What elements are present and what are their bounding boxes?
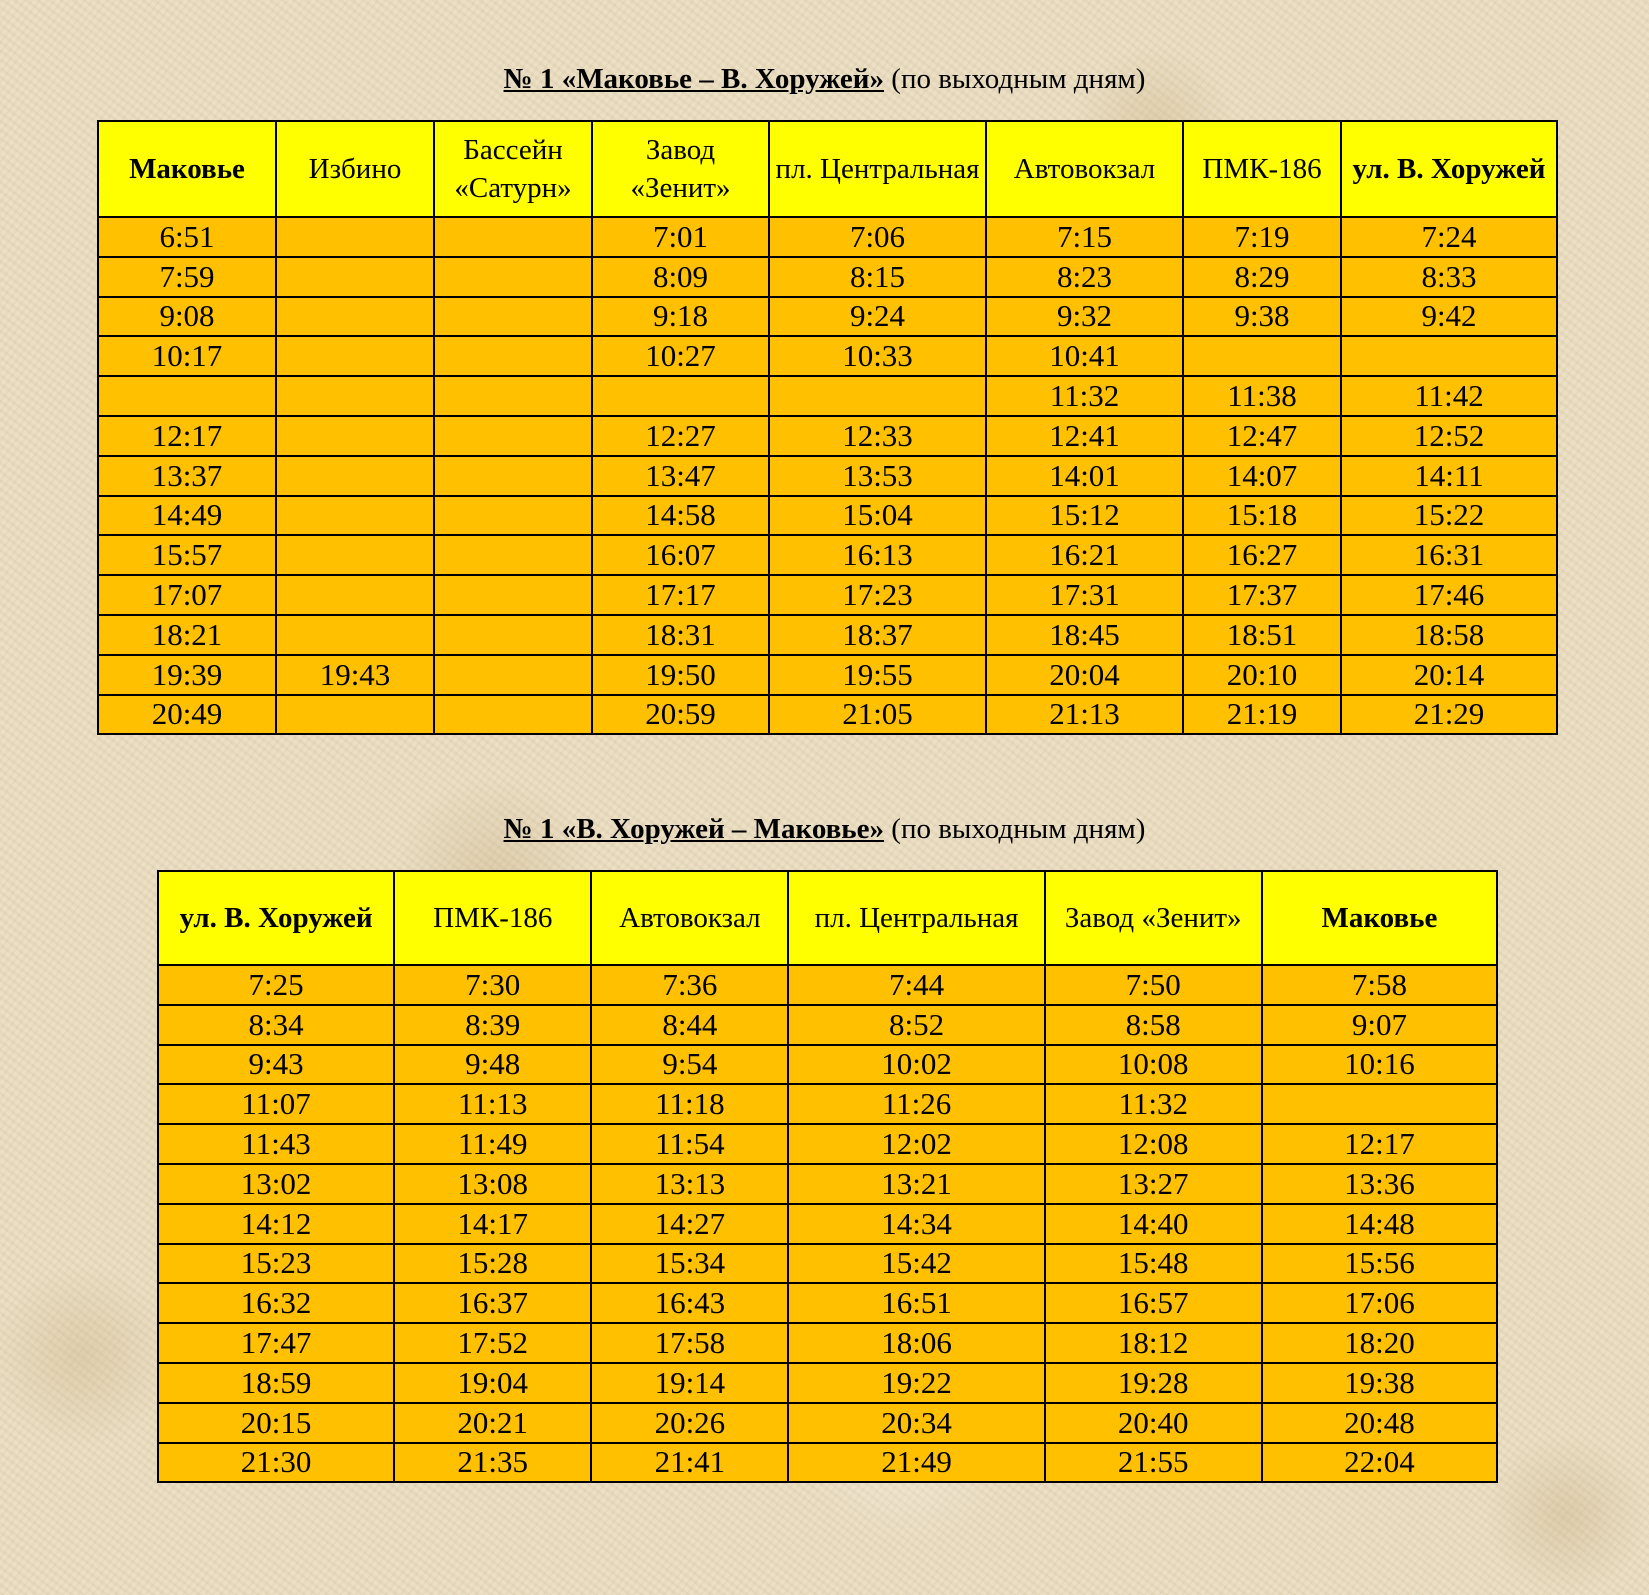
time-cell: 16:13 — [769, 535, 986, 575]
table-row — [98, 615, 1557, 655]
schedule2-title-main: № 1 «В. Хоружей – Маковье» — [503, 813, 885, 845]
time-cell — [434, 535, 592, 575]
time-cell: 15:56 — [1262, 1244, 1497, 1284]
time-cell: 14:34 — [788, 1204, 1044, 1244]
table-row — [158, 1164, 1497, 1204]
time-cell — [276, 456, 434, 496]
header-pl-tsentralnaya: пл. Центральная — [788, 871, 1044, 965]
time-cell: 16:07 — [592, 535, 769, 575]
table-row — [98, 535, 1557, 575]
time-cell: 8:33 — [1341, 257, 1557, 297]
time-cell — [276, 535, 434, 575]
table-row — [98, 416, 1557, 456]
table-row — [98, 336, 1557, 376]
time-cell: 8:44 — [591, 1005, 788, 1045]
time-cell — [276, 575, 434, 615]
time-cell: 8:52 — [788, 1005, 1044, 1045]
time-cell: 16:57 — [1045, 1283, 1262, 1323]
time-cell: 11:54 — [591, 1124, 788, 1164]
table-row — [158, 965, 1497, 1005]
header-pmk-186: ПМК-186 — [1183, 121, 1341, 217]
time-cell: 13:53 — [769, 456, 986, 496]
time-cell: 9:24 — [769, 297, 986, 337]
time-cell: 12:27 — [592, 416, 769, 456]
table-row — [158, 1323, 1497, 1363]
time-cell: 21:05 — [769, 695, 986, 735]
schedule2-header-row — [158, 871, 1497, 965]
time-cell: 18:31 — [592, 615, 769, 655]
time-cell — [769, 376, 986, 416]
time-cell: 10:16 — [1262, 1045, 1497, 1085]
time-cell: 14:40 — [1045, 1204, 1262, 1244]
time-cell: 11:07 — [158, 1084, 394, 1124]
header-zavod-zenit: Завод «Зенит» — [592, 121, 769, 217]
time-cell — [434, 336, 592, 376]
time-cell: 17:17 — [592, 575, 769, 615]
time-cell: 11:18 — [591, 1084, 788, 1124]
time-cell: 9:18 — [592, 297, 769, 337]
time-cell — [434, 257, 592, 297]
header-makovye: Маковье — [98, 121, 276, 217]
time-cell — [98, 376, 276, 416]
time-cell: 8:23 — [986, 257, 1183, 297]
time-cell: 19:39 — [98, 655, 276, 695]
time-cell: 6:51 — [98, 217, 276, 257]
time-cell: 17:07 — [98, 575, 276, 615]
time-cell — [276, 416, 434, 456]
time-cell: 20:21 — [394, 1403, 591, 1443]
time-cell: 7:15 — [986, 217, 1183, 257]
time-cell — [434, 575, 592, 615]
time-cell: 13:08 — [394, 1164, 591, 1204]
time-cell: 19:22 — [788, 1363, 1044, 1403]
time-cell: 21:13 — [986, 695, 1183, 735]
time-cell: 21:55 — [1045, 1443, 1262, 1483]
time-cell: 19:14 — [591, 1363, 788, 1403]
time-cell: 14:27 — [591, 1204, 788, 1244]
time-cell: 15:57 — [98, 535, 276, 575]
time-cell — [434, 416, 592, 456]
time-cell: 9:07 — [1262, 1005, 1497, 1045]
table-row — [98, 297, 1557, 337]
time-cell: 12:08 — [1045, 1124, 1262, 1164]
time-cell: 7:30 — [394, 965, 591, 1005]
time-cell: 18:51 — [1183, 615, 1341, 655]
time-cell: 14:49 — [98, 496, 276, 536]
time-cell: 20:34 — [788, 1403, 1044, 1443]
time-cell: 19:04 — [394, 1363, 591, 1403]
header-avtovokzal: Автовокзал — [591, 871, 788, 965]
time-cell — [434, 655, 592, 695]
time-cell: 12:33 — [769, 416, 986, 456]
time-cell: 13:13 — [591, 1164, 788, 1204]
time-cell: 9:43 — [158, 1045, 394, 1085]
time-cell: 12:17 — [1262, 1124, 1497, 1164]
time-cell: 17:23 — [769, 575, 986, 615]
time-cell: 8:39 — [394, 1005, 591, 1045]
table-row — [158, 1443, 1497, 1483]
time-cell: 7:01 — [592, 217, 769, 257]
time-cell: 7:24 — [1341, 217, 1557, 257]
time-cell: 21:19 — [1183, 695, 1341, 735]
time-cell: 18:59 — [158, 1363, 394, 1403]
time-cell: 15:48 — [1045, 1244, 1262, 1284]
schedule1-header-row — [98, 121, 1557, 217]
time-cell: 9:32 — [986, 297, 1183, 337]
table-row — [158, 1403, 1497, 1443]
schedule2-table — [157, 870, 1498, 1483]
time-cell: 10:33 — [769, 336, 986, 376]
time-cell: 18:37 — [769, 615, 986, 655]
time-cell: 20:48 — [1262, 1403, 1497, 1443]
time-cell: 21:49 — [788, 1443, 1044, 1483]
time-cell: 20:15 — [158, 1403, 394, 1443]
table-row — [98, 655, 1557, 695]
time-cell: 7:50 — [1045, 965, 1262, 1005]
time-cell: 21:29 — [1341, 695, 1557, 735]
time-cell — [1341, 336, 1557, 376]
time-cell: 9:08 — [98, 297, 276, 337]
table-row — [98, 257, 1557, 297]
time-cell: 17:47 — [158, 1323, 394, 1363]
time-cell: 13:21 — [788, 1164, 1044, 1204]
time-cell: 12:52 — [1341, 416, 1557, 456]
time-cell: 21:41 — [591, 1443, 788, 1483]
time-cell — [434, 456, 592, 496]
time-cell — [276, 615, 434, 655]
table-row — [98, 456, 1557, 496]
table-row — [158, 1084, 1497, 1124]
schedule2-body — [158, 965, 1497, 1482]
header-pl-tsentralnaya: пл. Центральная — [769, 121, 986, 217]
time-cell: 9:48 — [394, 1045, 591, 1085]
time-cell: 8:09 — [592, 257, 769, 297]
time-cell: 17:37 — [1183, 575, 1341, 615]
header-basseyn-saturn: Бассейн «Сатурн» — [434, 121, 592, 217]
schedule1-body — [98, 217, 1557, 734]
table-row — [98, 217, 1557, 257]
time-cell: 16:51 — [788, 1283, 1044, 1323]
time-cell: 17:46 — [1341, 575, 1557, 615]
time-cell: 19:50 — [592, 655, 769, 695]
time-cell: 20:49 — [98, 695, 276, 735]
time-cell: 14:01 — [986, 456, 1183, 496]
time-cell — [276, 496, 434, 536]
time-cell: 8:15 — [769, 257, 986, 297]
time-cell: 15:22 — [1341, 496, 1557, 536]
time-cell: 20:59 — [592, 695, 769, 735]
time-cell: 18:12 — [1045, 1323, 1262, 1363]
time-cell — [434, 297, 592, 337]
schedule1-table — [97, 120, 1558, 735]
time-cell: 16:31 — [1341, 535, 1557, 575]
time-cell: 15:18 — [1183, 496, 1341, 536]
time-cell — [1262, 1084, 1497, 1124]
time-cell: 8:58 — [1045, 1005, 1262, 1045]
header-avtovokzal: Автовокзал — [986, 121, 1183, 217]
time-cell: 18:21 — [98, 615, 276, 655]
time-cell — [276, 376, 434, 416]
schedule1-title-main: № 1 «Маковье – В. Хоружей» — [503, 63, 885, 95]
time-cell: 17:52 — [394, 1323, 591, 1363]
time-cell: 12:41 — [986, 416, 1183, 456]
time-cell: 17:31 — [986, 575, 1183, 615]
table-row — [158, 1124, 1497, 1164]
time-cell: 14:07 — [1183, 456, 1341, 496]
time-cell: 11:13 — [394, 1084, 591, 1124]
time-cell: 9:38 — [1183, 297, 1341, 337]
time-cell: 14:12 — [158, 1204, 394, 1244]
time-cell: 12:47 — [1183, 416, 1341, 456]
schedule2-title — [0, 812, 1649, 846]
table-row — [158, 1244, 1497, 1284]
time-cell: 8:29 — [1183, 257, 1341, 297]
time-cell — [434, 695, 592, 735]
time-cell: 14:11 — [1341, 456, 1557, 496]
time-cell: 15:23 — [158, 1244, 394, 1284]
schedule1-title-note: (по выходным дням) — [884, 63, 1146, 95]
table-row — [158, 1045, 1497, 1085]
time-cell: 9:54 — [591, 1045, 788, 1085]
time-cell — [434, 615, 592, 655]
time-cell: 15:12 — [986, 496, 1183, 536]
time-cell: 19:38 — [1262, 1363, 1497, 1403]
time-cell: 11:38 — [1183, 376, 1341, 416]
time-cell: 20:40 — [1045, 1403, 1262, 1443]
time-cell: 21:30 — [158, 1443, 394, 1483]
time-cell: 17:06 — [1262, 1283, 1497, 1323]
table-row — [98, 376, 1557, 416]
time-cell: 13:47 — [592, 456, 769, 496]
time-cell: 10:41 — [986, 336, 1183, 376]
time-cell — [434, 496, 592, 536]
table-row — [98, 695, 1557, 735]
time-cell: 15:28 — [394, 1244, 591, 1284]
time-cell: 13:36 — [1262, 1164, 1497, 1204]
time-cell: 16:21 — [986, 535, 1183, 575]
time-cell: 19:28 — [1045, 1363, 1262, 1403]
header-izbino: Избино — [276, 121, 434, 217]
time-cell: 20:14 — [1341, 655, 1557, 695]
time-cell: 7:58 — [1262, 965, 1497, 1005]
time-cell — [434, 217, 592, 257]
time-cell: 13:27 — [1045, 1164, 1262, 1204]
schedule1-title — [0, 62, 1649, 96]
time-cell: 11:42 — [1341, 376, 1557, 416]
header-ul-v-khoruzhey: ул. В. Хоружей — [158, 871, 394, 965]
time-cell: 22:04 — [1262, 1443, 1497, 1483]
time-cell: 19:55 — [769, 655, 986, 695]
time-cell: 18:06 — [788, 1323, 1044, 1363]
time-cell: 18:45 — [986, 615, 1183, 655]
header-zavod-zenit: Завод «Зенит» — [1045, 871, 1262, 965]
time-cell: 10:27 — [592, 336, 769, 376]
header-pmk-186: ПМК-186 — [394, 871, 591, 965]
header-ul-v-khoruzhey: ул. В. Хоружей — [1341, 121, 1557, 217]
table-row — [158, 1363, 1497, 1403]
time-cell: 16:43 — [591, 1283, 788, 1323]
time-cell: 20:04 — [986, 655, 1183, 695]
time-cell: 14:48 — [1262, 1204, 1497, 1244]
time-cell: 7:19 — [1183, 217, 1341, 257]
time-cell — [434, 376, 592, 416]
time-cell: 7:36 — [591, 965, 788, 1005]
time-cell: 11:43 — [158, 1124, 394, 1164]
time-cell: 11:32 — [1045, 1084, 1262, 1124]
time-cell: 14:17 — [394, 1204, 591, 1244]
time-cell — [276, 257, 434, 297]
time-cell: 20:10 — [1183, 655, 1341, 695]
time-cell: 16:32 — [158, 1283, 394, 1323]
time-cell: 7:25 — [158, 965, 394, 1005]
time-cell: 21:35 — [394, 1443, 591, 1483]
time-cell: 9:42 — [1341, 297, 1557, 337]
time-cell: 18:58 — [1341, 615, 1557, 655]
time-cell: 11:26 — [788, 1084, 1044, 1124]
time-cell: 16:37 — [394, 1283, 591, 1323]
time-cell: 7:06 — [769, 217, 986, 257]
time-cell — [276, 336, 434, 376]
time-cell: 16:27 — [1183, 535, 1341, 575]
schedule2-title-note: (по выходным дням) — [884, 813, 1146, 845]
time-cell: 15:42 — [788, 1244, 1044, 1284]
time-cell — [276, 217, 434, 257]
time-cell — [1183, 336, 1341, 376]
time-cell — [592, 376, 769, 416]
time-cell: 20:26 — [591, 1403, 788, 1443]
table-row — [158, 1283, 1497, 1323]
time-cell: 10:02 — [788, 1045, 1044, 1085]
table-row — [98, 496, 1557, 536]
time-cell: 15:34 — [591, 1244, 788, 1284]
time-cell: 18:20 — [1262, 1323, 1497, 1363]
time-cell — [276, 297, 434, 337]
time-cell: 11:49 — [394, 1124, 591, 1164]
time-cell: 10:17 — [98, 336, 276, 376]
time-cell: 13:02 — [158, 1164, 394, 1204]
time-cell: 15:04 — [769, 496, 986, 536]
table-row — [98, 575, 1557, 615]
time-cell: 14:58 — [592, 496, 769, 536]
time-cell: 19:43 — [276, 655, 434, 695]
time-cell: 8:34 — [158, 1005, 394, 1045]
time-cell: 7:59 — [98, 257, 276, 297]
time-cell: 10:08 — [1045, 1045, 1262, 1085]
table-row — [158, 1204, 1497, 1244]
header-makovye: Маковье — [1262, 871, 1497, 965]
time-cell: 17:58 — [591, 1323, 788, 1363]
time-cell: 11:32 — [986, 376, 1183, 416]
time-cell: 12:02 — [788, 1124, 1044, 1164]
time-cell: 13:37 — [98, 456, 276, 496]
table-row — [158, 1005, 1497, 1045]
time-cell: 7:44 — [788, 965, 1044, 1005]
time-cell: 12:17 — [98, 416, 276, 456]
time-cell — [276, 695, 434, 735]
